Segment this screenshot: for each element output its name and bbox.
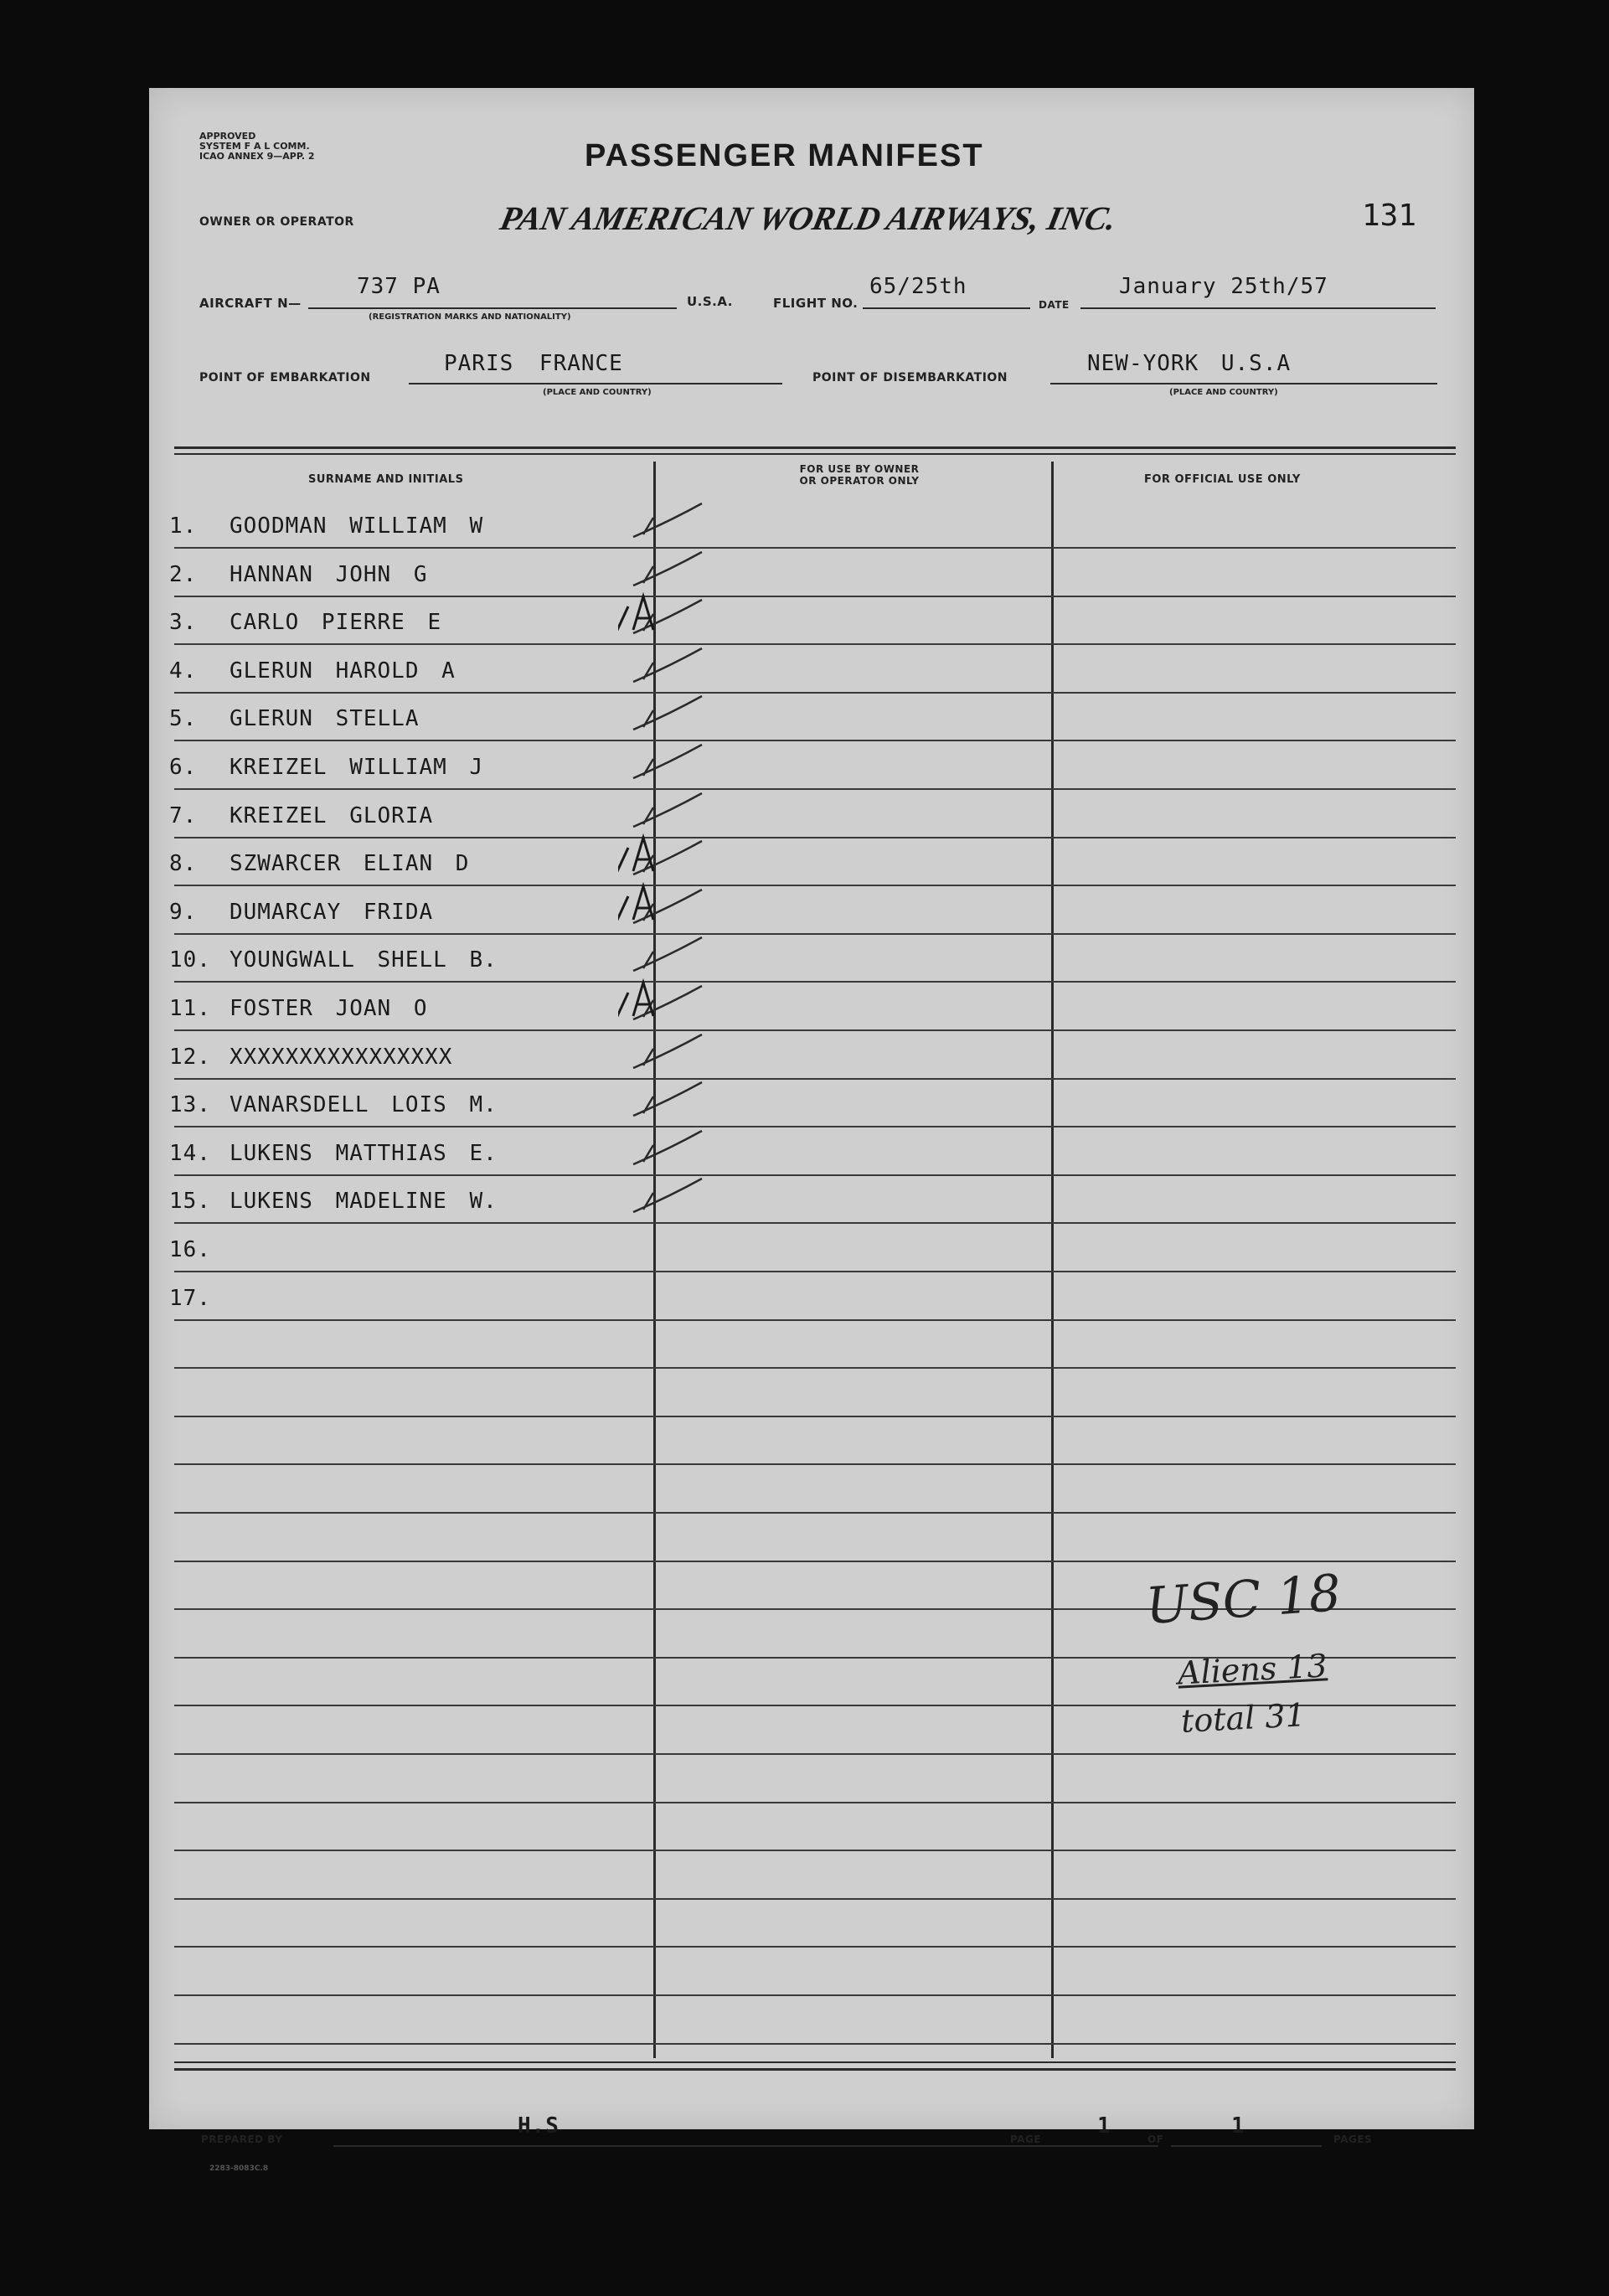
passenger-number: 4.	[169, 658, 198, 684]
prepared-value: H.S	[518, 2113, 560, 2139]
date-label: DATE	[1039, 299, 1070, 311]
page-label: PAGE	[1010, 2133, 1042, 2145]
manifest-sheet	[149, 88, 1474, 2173]
page-underline	[1045, 2145, 1137, 2147]
table-bottom-rule-2	[174, 2068, 1456, 2071]
passenger-name: YOUNGWALL SHELL B.	[229, 947, 498, 973]
passenger-name: GLERUN STELLA	[229, 706, 420, 731]
row-line	[174, 1222, 1456, 1224]
passenger-number: 10.	[169, 947, 211, 973]
disembark-label: POINT OF DISEMBARKATION	[812, 371, 1008, 384]
passenger-number: 1.	[169, 513, 198, 539]
annotation-usc: USC 18	[1143, 1563, 1343, 1637]
row-line	[174, 643, 1456, 645]
passenger-name: GLERUN HAROLD A	[229, 658, 456, 684]
operator-label: OWNER OR OPERATOR	[199, 215, 354, 229]
of-underline	[1171, 2145, 1322, 2147]
date-underline	[1080, 307, 1436, 309]
annotation-total: total 31	[1179, 1696, 1307, 1740]
check-mark-icon	[618, 1163, 719, 1222]
disembark-underline	[1050, 383, 1437, 384]
col-header-official: FOR OFFICIAL USE ONLY	[1144, 473, 1301, 486]
row-line	[174, 1078, 1456, 1080]
row-line	[174, 1319, 1456, 1321]
passenger-number: 5.	[169, 706, 198, 731]
passenger-number: 17.	[169, 1286, 211, 1311]
passenger-name: KREIZEL WILLIAM J	[229, 755, 484, 780]
passenger-number: 3.	[169, 610, 198, 635]
passenger-name: VANARSDELL LOIS M.	[229, 1092, 498, 1117]
date-value: January 25th/57	[1119, 274, 1328, 299]
row-line	[174, 1850, 1456, 1851]
passenger-number: 12.	[169, 1045, 211, 1070]
row-line	[174, 1802, 1456, 1803]
row-line	[174, 1898, 1456, 1900]
passenger-number: 16.	[169, 1237, 211, 1262]
flight-underline	[863, 307, 1030, 309]
row-line	[174, 1271, 1456, 1272]
passenger-number: 8.	[169, 851, 198, 876]
col-header-owner-line: FOR USE BY OWNER	[799, 463, 920, 475]
row-line	[174, 1416, 1456, 1417]
row-line	[174, 547, 1456, 549]
table-top-rule-2	[174, 453, 1456, 455]
passenger-name: DUMARCAY FRIDA	[229, 900, 434, 925]
row-line	[174, 1126, 1456, 1127]
passenger-number: 15.	[169, 1189, 211, 1214]
prepared-label: PREPARED BY	[201, 2133, 283, 2145]
pages-label: PAGES	[1333, 2133, 1373, 2145]
embark-underline	[409, 383, 782, 384]
passenger-name: CARLO PIERRE E	[229, 610, 442, 635]
row-line	[174, 1512, 1456, 1514]
row-line	[174, 1994, 1456, 1996]
row-line	[174, 1463, 1456, 1465]
operator-name: PAN AMERICAN WORLD AIRWAYS, INC.	[497, 199, 1121, 237]
flight-value: 65/25th	[869, 274, 967, 299]
row-line	[174, 740, 1456, 741]
aircraft-value: 737 PA	[357, 274, 441, 299]
row-line	[174, 596, 1456, 597]
prepared-underline	[333, 2145, 1158, 2147]
passenger-number: 2.	[169, 562, 198, 587]
passenger-name: KREIZEL GLORIA	[229, 803, 434, 828]
row-line	[174, 1561, 1456, 1562]
row-line	[174, 1367, 1456, 1369]
column-divider-2	[1051, 462, 1054, 2058]
annotation-aliens: Aliens 13	[1176, 1647, 1328, 1692]
passenger-number: 11.	[169, 996, 211, 1021]
row-line	[174, 1029, 1456, 1031]
page-value: 1	[1097, 2113, 1111, 2139]
page-title: PASSENGER MANIFEST	[585, 138, 984, 173]
row-line	[174, 981, 1456, 983]
passenger-name: FOSTER JOAN O	[229, 996, 428, 1021]
row-line	[174, 692, 1456, 694]
of-label: OF	[1147, 2133, 1164, 2145]
disembark-value: NEW-YORK U.S.A	[1087, 351, 1292, 376]
row-line	[174, 1946, 1456, 1948]
form-code: 2283-8083C.8	[209, 2164, 269, 2173]
of-value: 1	[1231, 2113, 1245, 2139]
embark-label: POINT OF EMBARKATION	[199, 371, 371, 384]
page-number: 131	[1362, 199, 1417, 233]
table-bottom-rule	[174, 2061, 1456, 2063]
usa-label: U.S.A.	[687, 294, 733, 309]
row-line	[174, 2043, 1456, 2045]
aircraft-underline	[308, 307, 677, 309]
row-line	[174, 1753, 1456, 1755]
aircraft-sub: (REGISTRATION MARKS AND NATIONALITY)	[369, 312, 571, 322]
approval-line: APPROVED	[199, 131, 256, 142]
passenger-number: 13.	[169, 1092, 211, 1117]
passenger-name: LUKENS MATTHIAS E.	[229, 1141, 498, 1166]
embark-value: PARIS FRANCE	[444, 351, 623, 376]
col-header-surname: SURNAME AND INITIALS	[308, 473, 464, 486]
row-line	[174, 788, 1456, 790]
approval-line: ICAO ANNEX 9—APP. 2	[199, 151, 315, 162]
approval-block	[199, 132, 315, 162]
passenger-name: HANNAN JOHN G	[229, 562, 428, 587]
disembark-sub: (PLACE AND COUNTRY)	[1169, 388, 1278, 397]
passenger-number: 14.	[169, 1141, 211, 1166]
col-header-owner	[784, 463, 935, 487]
passenger-number: 7.	[169, 803, 198, 828]
col-header-owner-line: OR OPERATOR ONLY	[799, 475, 920, 487]
approval-line: SYSTEM F A L COMM.	[199, 141, 310, 152]
aircraft-label: AIRCRAFT N—	[199, 296, 302, 311]
passenger-name: XXXXXXXXXXXXXXXX	[229, 1045, 453, 1070]
passenger-name: GOODMAN WILLIAM W	[229, 513, 484, 539]
table-top-rule	[174, 446, 1456, 449]
passenger-number: 9.	[169, 900, 198, 925]
row-line	[174, 885, 1456, 886]
embark-sub: (PLACE AND COUNTRY)	[543, 388, 652, 397]
passenger-name: SZWARCER ELIAN D	[229, 851, 470, 876]
flight-label: FLIGHT NO.	[773, 296, 859, 311]
passenger-name: LUKENS MADELINE W.	[229, 1189, 498, 1214]
row-line	[174, 933, 1456, 935]
passenger-number: 6.	[169, 755, 198, 780]
row-line	[174, 1174, 1456, 1176]
row-line	[174, 837, 1456, 838]
